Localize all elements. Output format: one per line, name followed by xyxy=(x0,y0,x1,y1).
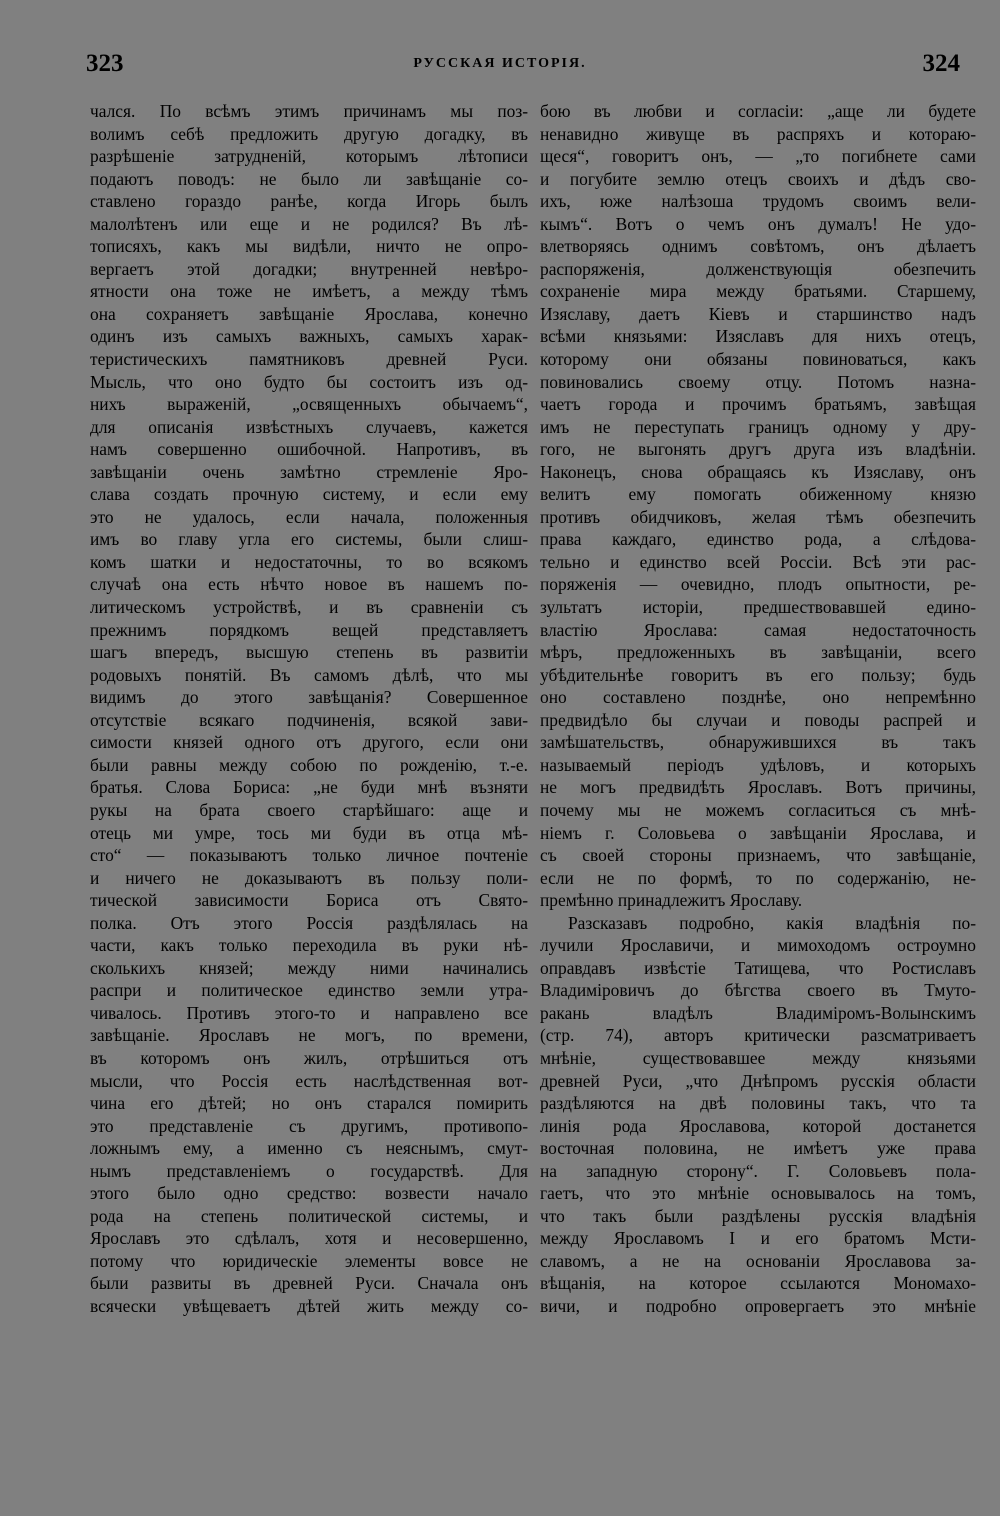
text-line: это не удалось, если начала, положенныя xyxy=(90,506,528,527)
text-line: сто“ — показываютъ только личное почтеніе xyxy=(90,845,528,866)
text-line: замѣшательствъ, обнаружившихся въ такъ xyxy=(540,732,976,753)
text-line: противъ обидчиковъ, желая тѣмъ обезпечить xyxy=(540,506,976,527)
text-line: потому что юридическіе элементы вовсе не xyxy=(90,1250,528,1271)
text-line: полка. Отъ этого Россія раздѣлялась на xyxy=(90,912,528,933)
text-line: тельно и единство всей Россіи. Всѣ эти рас- xyxy=(540,551,976,572)
text-line: распри и политическое единство земли утра- xyxy=(90,980,528,1001)
text-line: отець ми умре, тось ми буди въ отца мѣ- xyxy=(90,822,528,843)
text-line: Владиміровичъ до бѣгства своего въ Тмуто- xyxy=(540,980,976,1001)
text-line: ненавидно живуще въ распряхъ и котораю- xyxy=(540,123,976,144)
text-line: она сохраняетъ завѣщаніе Ярослава, конечно xyxy=(90,303,528,324)
text-line: что такъ были раздѣлены русскія владѣнія xyxy=(540,1205,976,1226)
text-line: малолѣтенъ или еще и не родился? Въ лѣ- xyxy=(90,213,528,234)
text-line: для описанія извѣстныхъ случаевъ, кажется xyxy=(90,416,528,437)
text-line: бою въ любви и согласіи: „аще ли будете xyxy=(540,101,976,121)
text-line: имъ во главу угла его системы, были слиш- xyxy=(90,529,528,550)
text-line: вергаетъ этой догадки; внутренней невѣро- xyxy=(90,258,528,279)
text-line: Разсказавъ подробно, какія владѣнія по- xyxy=(568,912,976,933)
text-line: случаѣ она есть нѣчто новое въ нашемъ по- xyxy=(90,574,528,595)
text-line: славомъ, а не на основаніи Ярославова за- xyxy=(540,1250,976,1271)
text-line: мысли, что Россія есть наслѣдственная вот- xyxy=(90,1070,528,1091)
text-line: линія рода Ярославова, которой достанется xyxy=(540,1115,976,1136)
text-line: комъ шатки и недостаточны, то во всякомъ xyxy=(90,551,528,572)
text-line: отсутствіе всякаго подчиненія, всякой зави- xyxy=(90,709,528,730)
text-line: древней Руси, „что Днѣпромъ русскія области xyxy=(540,1070,976,1091)
text-line: всѣми князьями: Изяславъ для нихъ отецъ, xyxy=(540,326,976,347)
text-line: убѣдительнѣе говоритъ въ его пользу; будь xyxy=(540,664,976,685)
text-line: раздѣляются на двѣ половины такъ, что та xyxy=(540,1093,976,1114)
text-line: мнѣніе, существовавшее между князьями xyxy=(540,1047,976,1068)
text-line: премѣнно принадлежитъ Ярославу. xyxy=(540,890,803,911)
text-line: волимъ себѣ предложить другую догадку, въ xyxy=(90,123,528,144)
text-line: нихъ выраженій, „освященныхъ обычаемъ“, xyxy=(90,394,528,415)
text-line: чина его дѣтей; но онъ старался помирить xyxy=(90,1093,528,1114)
text-line: завѣщаніе. Ярославъ не могъ, по времени, xyxy=(90,1025,528,1046)
text-line: ложнымъ ему, а именно съ неяснымъ, смут- xyxy=(90,1138,528,1159)
text-line: ракань владѣлъ Владиміромъ-Волынскимъ xyxy=(540,1002,976,1023)
text-line: чался. По всѣмъ этимъ причинамъ мы поз- xyxy=(90,101,528,121)
text-line: ятности она тоже не имѣетъ, а между тѣмъ xyxy=(90,281,528,302)
left-text-column xyxy=(90,100,528,1318)
text-line: предвидѣло бы случаи и поводы распрей и xyxy=(540,709,976,730)
text-line: распоряженія, долженствующія обезпечить xyxy=(540,258,976,279)
text-line: вичи, и подробно опровергаетъ это мнѣніе xyxy=(540,1295,976,1316)
text-line: прежнимъ порядкомъ вещей представляетъ xyxy=(90,619,528,640)
text-line: этого было одно средство: возвести начало xyxy=(90,1183,528,1204)
text-line: оно составлено позднѣе, оно непремѣнно xyxy=(540,687,976,708)
text-line: имъ не переступать границъ одному у дру- xyxy=(540,416,976,437)
text-line: щеся“, говоритъ онъ, — „то погибнете сами xyxy=(540,146,976,167)
text-line: теристическихъ памятниковъ древней Руси. xyxy=(90,349,528,370)
text-line: чивалось. Противъ этого-то и направлено все xyxy=(90,1002,528,1023)
text-line: если не по формѣ, то по содержанію, не- xyxy=(540,867,976,888)
text-line: рукы на брата своего старѣйшаго: аще и xyxy=(90,799,528,820)
text-line: всячески увѣщеваетъ дѣтей жить между со- xyxy=(90,1295,528,1316)
text-line: повиновались своему отцу. Потомъ назна- xyxy=(540,371,976,392)
text-line: на западную сторону“. Г. Соловьевъ пола- xyxy=(540,1160,976,1181)
text-line: разрѣшеніе затрудненій, которымъ лѣтописи xyxy=(90,146,528,167)
text-line: чаетъ города и прочимъ братьямъ, завѣщая xyxy=(540,394,976,415)
running-title: РУССКАЯ ИСТОРІЯ. xyxy=(413,56,587,71)
text-line: и ничего не доказываютъ въ пользу поли- xyxy=(90,867,528,888)
left-page-number: 323 xyxy=(86,50,124,77)
text-line: тической зависимости Бориса отъ Свято- xyxy=(90,890,528,911)
text-line: вѣщанія, на которое ссылаются Мономахо- xyxy=(540,1273,976,1294)
text-line: ставлено гораздо ранѣе, когда Игорь былъ xyxy=(90,191,528,212)
text-line: части, какъ только переходила въ руки нѣ- xyxy=(90,935,528,956)
column-divider xyxy=(532,100,533,1410)
text-line: шагъ впередъ, высшую степень въ развитіи xyxy=(90,642,528,663)
text-line: властію Ярослава: самая недостаточность xyxy=(540,619,976,640)
text-line: братья. Слова Бориса: „не буди мнѣ възняти xyxy=(90,777,528,798)
text-line: гаетъ, что это мнѣніе основывалось на томъ, xyxy=(540,1183,976,1204)
right-text-column xyxy=(540,100,976,1318)
text-line: мѣръ, предложенныхъ въ завѣщаніи, всего xyxy=(540,642,976,663)
text-line: это представленіе съ другимъ, противопо- xyxy=(90,1115,528,1136)
text-line: ніемъ г. Соловьева о завѣщаніи Ярослава, и xyxy=(540,822,976,843)
text-line: подаютъ поводъ: не было ли завѣщаніе со- xyxy=(90,168,528,189)
text-line: симости князей одного отъ другого, если они xyxy=(90,732,528,753)
running-header xyxy=(0,50,1000,80)
text-line: тописяхъ, какъ мы видѣли, ничто не опро- xyxy=(90,236,528,257)
text-line: Изяславу, даетъ Кіевъ и старшинство надъ xyxy=(540,303,976,324)
text-line: Ярославъ это сдѣлалъ, хотя и несовершенно, xyxy=(90,1228,528,1249)
text-line: зультатъ исторіи, предшествовавшей едино- xyxy=(540,597,976,618)
text-line: литическомъ устройствѣ, и въ сравненіи съ xyxy=(90,597,528,618)
text-line: права каждаго, единство рода, а слѣдова- xyxy=(540,529,976,550)
text-line: слава создать прочную систему, и если ему xyxy=(90,484,528,505)
text-line: видимъ до этого завѣщанія? Совершенное xyxy=(90,687,528,708)
text-line: сколькихъ князей; между ними начинались xyxy=(90,957,528,978)
text-line: Мысль, что оно будто бы состоитъ изъ од- xyxy=(90,371,528,392)
text-line: съ своей стороны признаемъ, что завѣщаніе, xyxy=(540,845,976,866)
text-line: ихъ, юже налѣзоша трудомъ своимъ вели- xyxy=(540,191,976,212)
text-line: восточная половина, не имѣетъ уже права xyxy=(540,1138,976,1159)
text-line: родовыхъ понятій. Въ самомъ дѣлѣ, что мы xyxy=(90,664,528,685)
text-line: намъ совершенно ошибочной. Напротивъ, въ xyxy=(90,439,528,460)
text-line: почему мы не можемъ согласиться съ мнѣ- xyxy=(540,799,976,820)
text-line: влетворяясь однимъ совѣтомъ, онъ дѣлаетъ xyxy=(540,236,976,257)
text-line: сохраненіе мира между братьями. Старшему, xyxy=(540,281,976,302)
text-line: (стр. 74), авторъ критически разсматриваетъ xyxy=(540,1025,976,1046)
text-line: лучили Ярославичи, и мимоходомъ остроумно xyxy=(540,935,976,956)
text-line: были развиты въ древней Руси. Сначала онъ xyxy=(90,1273,528,1294)
right-page-number: 324 xyxy=(922,50,960,77)
text-line: были равны между собою по рожденію, т.-е. xyxy=(90,754,528,775)
text-line: Наконецъ, снова обращаясь къ Изяславу, онъ xyxy=(540,461,976,482)
text-line: завѣщаніи очень замѣтно стремленіе Яро- xyxy=(90,461,528,482)
text-line: велитъ ему помогать обиженному князю xyxy=(540,484,976,505)
text-line: кымъ“. Вотъ о чемъ онъ думалъ! Не удо- xyxy=(540,213,976,234)
text-line: одинъ изъ самыхъ важныхъ, самыхъ харак- xyxy=(90,326,528,347)
text-line: гого, не выгонять другъ друга изъ владѣніи. xyxy=(540,439,976,460)
text-line: нымъ представленіемъ о государствѣ. Для xyxy=(90,1160,528,1181)
text-line: называемый періодъ удѣловъ, и которыхъ xyxy=(540,754,976,775)
text-line: и погубите землю отецъ своихъ и дѣдъ сво- xyxy=(540,168,976,189)
text-line: оправдавъ извѣстіе Татищева, что Ростиславъ xyxy=(540,957,976,978)
text-line: которому они обязаны повиноваться, какъ xyxy=(540,349,976,370)
text-line: рода на степень политической системы, и xyxy=(90,1205,528,1226)
text-line: поряженія — очевидно, плодъ опытности, ре- xyxy=(540,574,976,595)
text-line: между Ярославомъ I и его братомъ Мсти- xyxy=(540,1228,976,1249)
text-line: въ которомъ онъ жилъ, отрѣшиться отъ xyxy=(90,1047,528,1068)
text-line: не могъ предвидѣть Ярославъ. Вотъ причины, xyxy=(540,777,976,798)
